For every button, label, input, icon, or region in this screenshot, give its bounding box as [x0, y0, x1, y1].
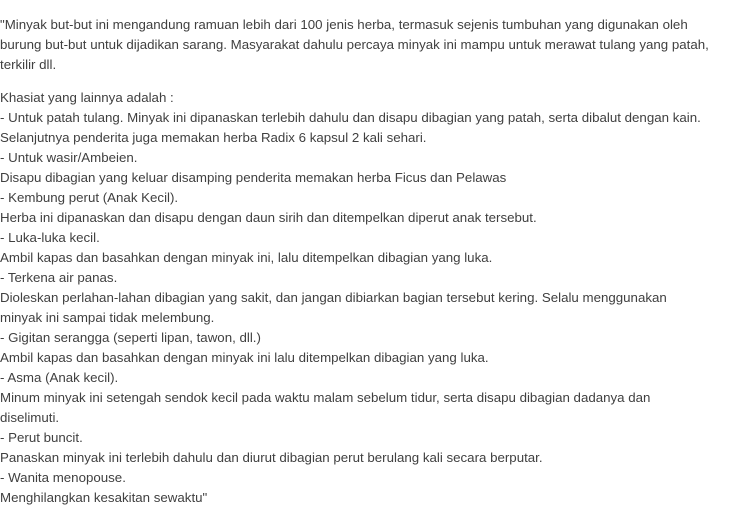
benefit-line: Minum minyak ini setengah sendok kecil pada waktu malam sebelum tidur, serta disapu dibagian dadanya dan — [0, 390, 651, 405]
benefit-line: - Asma (Anak kecil). — [0, 370, 119, 385]
intro-line: "Minyak but-but ini mengandung ramuan lebih dari 100 jenis herba, termasuk sejenis tumbuhan yang digunakan oleh — [0, 17, 688, 32]
benefit-line: diselimuti. — [0, 410, 60, 425]
article-content — [0, 15, 750, 508]
benefits-section — [0, 88, 750, 508]
benefit-line: Ambil kapas dan basahkan dengan minyak ini, lalu ditempelkan dibagian yang luka. — [0, 250, 493, 265]
benefit-line: - Perut buncit. — [0, 430, 83, 445]
benefit-line: - Wanita menopouse. — [0, 470, 126, 485]
benefit-line: Selanjutnya penderita juga memakan herba Radix 6 kapsul 2 kali sehari. — [0, 130, 427, 145]
benefit-line: - Kembung perut (Anak Kecil). — [0, 190, 179, 205]
benefit-line: minyak ini sampai tidak melembung. — [0, 310, 215, 325]
benefit-line: Ambil kapas dan basahkan dengan minyak ini lalu ditempelkan dibagian yang luka. — [0, 350, 489, 365]
benefit-line: Disapu dibagian yang keluar disamping penderita memakan herba Ficus dan Pelawas — [0, 170, 507, 185]
benefit-line: - Gigitan serangga (seperti lipan, tawon, dll.) — [0, 330, 261, 345]
benefits-heading: Khasiat yang lainnya adalah : — [0, 90, 174, 105]
benefit-line: - Untuk patah tulang. Minyak ini dipanaskan terlebih dahulu dan disapu dibagian yang patah, serta dibalut dengan kain. — [0, 110, 701, 125]
benefit-line: - Untuk wasir/Ambeien. — [0, 150, 138, 165]
benefit-line: - Luka-luka kecil. — [0, 230, 100, 245]
intro-line: terkilir dll. — [0, 57, 57, 72]
benefit-line: Panaskan minyak ini terlebih dahulu dan diurut dibagian perut berulang kali secara berputar. — [0, 450, 543, 465]
intro-line: burung but-but untuk dijadikan sarang. Masyarakat dahulu percaya minyak ini mampu untuk merawat tulang yang patah, — [0, 37, 709, 52]
benefit-line: - Terkena air panas. — [0, 270, 118, 285]
intro-paragraph — [0, 15, 750, 75]
benefit-line: Dioleskan perlahan-lahan dibagian yang sakit, dan jangan dibiarkan bagian tersebut kering. Selalu menggunakan — [0, 290, 667, 305]
benefit-line: Herba ini dipanaskan dan disapu dengan daun sirih dan ditempelkan diperut anak tersebut. — [0, 210, 537, 225]
benefit-line: Menghilangkan kesakitan sewaktu" — [0, 490, 208, 505]
